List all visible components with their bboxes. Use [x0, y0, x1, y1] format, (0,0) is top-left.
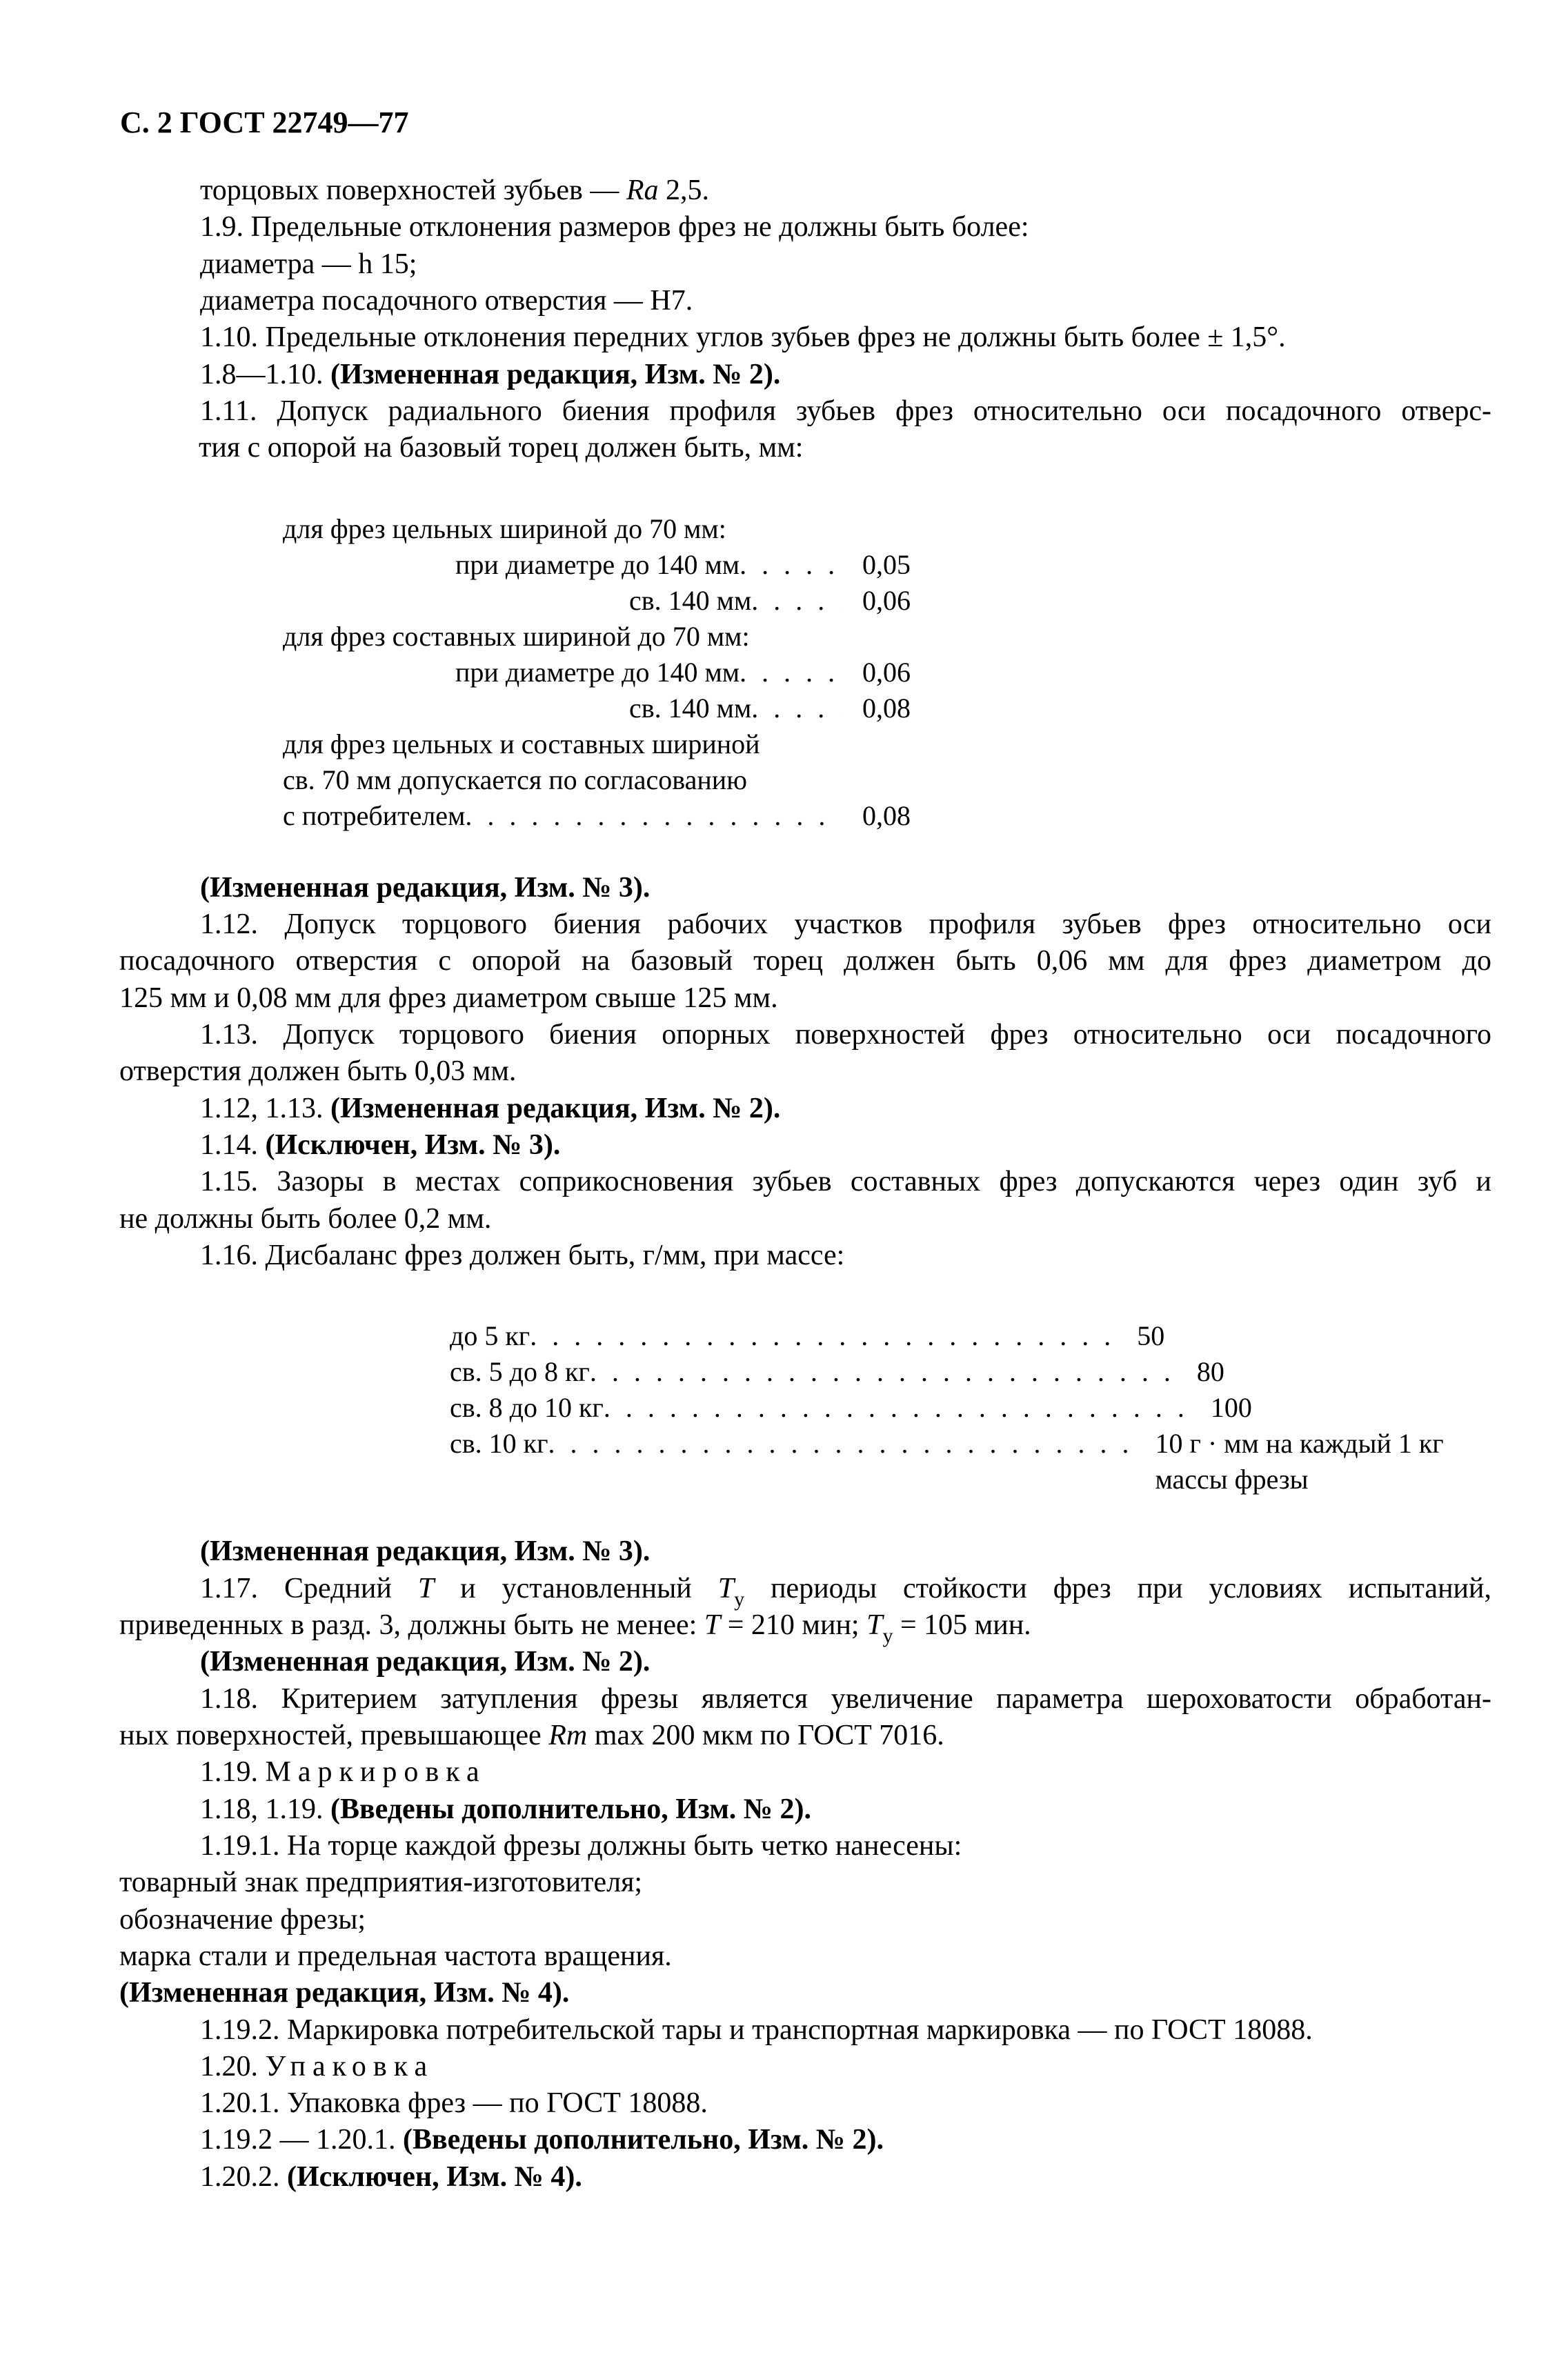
leader-dots [590, 1354, 1176, 1390]
paragraph-1-11-line2: тия с опорой на базовый торец должен быть, мм: [199, 432, 804, 464]
leader-dots [530, 1318, 1116, 1354]
table-row [283, 547, 1249, 583]
table-row [283, 619, 1249, 655]
table-row [450, 1426, 1568, 1462]
leader-dots [751, 690, 842, 726]
text: приведенных в разд. 3, должны быть не менее: [119, 1609, 704, 1641]
section-heading-marking [200, 1754, 1491, 1791]
document-body [119, 172, 1491, 2196]
text-italic: Rm [548, 1719, 588, 1751]
amendment-note-1-18-1-19 [200, 1791, 1491, 1828]
table-row [283, 762, 1249, 798]
paragraph-1-15-line1: 1.15. Зазоры в местах соприкосновения зубьев составных фрез допускаются через один зуб и [200, 1166, 1491, 1198]
leader-dots [548, 1426, 1134, 1462]
section-heading-packing [200, 2049, 1491, 2085]
leader-dots [751, 583, 842, 619]
subscript: у [882, 1624, 893, 1647]
text: 1.20.2. [200, 2160, 287, 2193]
amendment-text: (Измененная редакция, Изм. № 2). [330, 358, 781, 390]
table-row [283, 511, 1249, 547]
row-label: с потребителем [283, 799, 466, 831]
table-row [283, 583, 1249, 619]
paragraph-1-17-line1 [200, 1571, 1491, 1611]
leader-dots [604, 1390, 1190, 1426]
row-label: св. 10 кг [450, 1428, 548, 1460]
paragraph-1-9: 1.9. Предельные отклонения размеров фрез не должны быть более: [200, 211, 1029, 243]
amendment-text: (Введены дополнительно, Изм. № 2). [330, 1793, 811, 1825]
text: и установленный [434, 1572, 718, 1604]
paragraph-1-19-2: 1.19.2. Маркировка потребительской тары и транспортная маркировка — по ГОСТ 18088. [200, 2013, 1313, 2046]
paragraph-1-9-a: диаметра — h 15; [200, 248, 417, 280]
row-label: при диаметре до 140 мм [455, 656, 740, 688]
paragraph-1-20-2 [200, 2159, 1491, 2196]
paragraph-1-8-cont [200, 172, 1491, 209]
text: = 105 мин. [893, 1609, 1031, 1641]
spacer [200, 834, 1491, 870]
amendment-text: (Исключен, Изм. № 4). [287, 2160, 582, 2193]
row-value: 100 [1210, 1392, 1252, 1424]
row-value: 0,06 [862, 656, 911, 688]
text: 1.20. [200, 2050, 266, 2082]
text: max 200 мкм по ГОСТ 7016. [587, 1719, 944, 1751]
spacer [200, 1498, 1491, 1533]
amendment-text: (Введены дополнительно, Изм. № 2). [403, 2124, 884, 2156]
paragraph-1-18-line2 [119, 1718, 1491, 1754]
paragraph-1-11-line1: 1.11. Допуск радиального биения профиля зубьев фрез относительно оси посадочного отверс- [200, 395, 1491, 427]
group-title: для фрез цельных шириной до 70 мм: [283, 513, 726, 544]
table-row [283, 690, 1249, 726]
text: 1.17. Средний [200, 1572, 418, 1604]
paragraph-1-19-1-c: марка стали и предельная частота вращения. [119, 1940, 672, 1972]
row-value: 0,08 [862, 692, 911, 724]
paragraph-1-10: 1.10. Предельные отклонения передних углов зубьев фрез не должны быть более ± 1,5°. [200, 321, 1286, 354]
row-label: при диаметре до 140 мм [455, 548, 740, 580]
paragraph-1-15-line2: не должны быть более 0,2 мм. [119, 1202, 492, 1235]
text: 1.19. [200, 1756, 266, 1789]
row-value: 80 [1196, 1356, 1224, 1388]
text: ных поверхностей, превышающее [119, 1719, 549, 1751]
table-row [283, 798, 1249, 834]
row-value: 0,08 [862, 799, 911, 831]
spacer [200, 467, 1491, 511]
text: 1.18, 1.19. [200, 1793, 330, 1825]
group-title: для фрез составных шириной до 70 мм: [283, 620, 750, 652]
paragraph-1-12-line1: 1.12. Допуск торцового биения рабочих участков профиля зубьев фрез относительно оси [200, 908, 1491, 940]
leader-dots [465, 798, 842, 834]
row-label: св. 8 до 10 кг [450, 1392, 604, 1424]
table-row [450, 1462, 1568, 1498]
table-row [450, 1318, 1568, 1354]
spaced-heading: Маркировка [265, 1756, 486, 1789]
text: = 210 мин; [720, 1609, 867, 1641]
table-row [283, 655, 1249, 690]
text-italic: Ra [626, 175, 659, 206]
row-label: св. 140 мм [629, 584, 752, 616]
amendment-note: (Измененная редакция, Изм. № 2). [200, 1646, 651, 1678]
table-row [283, 726, 1249, 762]
paragraph-1-19-1-a: товарный знак предприятия-изготовителя; [119, 1867, 643, 1899]
spaced-heading: Упаковка [265, 2050, 435, 2082]
subscript: у [734, 1587, 745, 1611]
text: 2,5. [658, 175, 709, 206]
paragraph-1-13-line2: отверстия должен быть 0,03 мм. [119, 1055, 517, 1088]
group-title: св. 70 мм допускается по согласованию [283, 764, 748, 795]
paragraph-1-14 [200, 1127, 1491, 1164]
row-label: св. 140 мм [629, 692, 752, 724]
paragraph-1-19-1-b: обозначение фрезы; [119, 1903, 366, 1936]
table-row [450, 1390, 1568, 1426]
imbalance-table [450, 1318, 1568, 1498]
leader-dots [740, 547, 842, 583]
paragraph-1-12-line3: 125 мм и 0,08 мм для фрез диаметром свыше 125 мм. [119, 982, 778, 1014]
paragraph-1-17-line2 [119, 1607, 1491, 1647]
page-header: С. 2 ГОСТ 22749—77 [120, 106, 409, 139]
amendment-note-1-8-1-10 [200, 357, 1491, 393]
amendment-note-1-12-1-13 [200, 1091, 1491, 1127]
row-value: 50 [1137, 1320, 1165, 1352]
paragraph-1-13-line1: 1.13. Допуск торцового биения опорных поверхностей фрез относительно оси посадочного [200, 1018, 1491, 1051]
text-italic: T [704, 1609, 721, 1641]
row-value: массы фрезы [1155, 1464, 1309, 1495]
paragraph-1-12-line2: посадочного отверстия с опорой на базовый торец должен быть 0,06 мм для фрез диаметром до [119, 945, 1491, 977]
text: периоды стойкости фрез при условиях испытаний, [744, 1572, 1491, 1604]
text: 1.14. [200, 1128, 266, 1161]
row-label: до 5 кг [450, 1320, 530, 1352]
row-value: 10 г · мм на каждый 1 кг [1155, 1428, 1444, 1460]
text: 1.8—1.10. [200, 358, 330, 390]
group-title: для фрез цельных и составных шириной [283, 728, 760, 759]
row-value: 0,05 [862, 548, 911, 580]
paragraph-1-16: 1.16. Дисбаланс фрез должен быть, г/мм, при массе: [200, 1239, 845, 1271]
paragraph-1-19-1: 1.19.1. На торце каждой фрезы должны быть четко нанесены: [200, 1829, 962, 1862]
text-italic: T [417, 1572, 435, 1604]
runout-table [283, 511, 1249, 834]
amendment-note-1-19-2-1-20-1 [200, 2122, 1491, 2158]
text: торцовых поверхностей зубьев — [200, 175, 626, 206]
amendment-text: (Измененная редакция, Изм. № 2). [330, 1092, 781, 1124]
text-italic: T [866, 1609, 883, 1641]
row-value: 0,06 [862, 584, 911, 616]
amendment-note: (Измененная редакция, Изм. № 3). [200, 871, 651, 904]
table-row [450, 1354, 1568, 1390]
paragraph-1-20-1: 1.20.1. Упаковка фрез — по ГОСТ 18088. [200, 2087, 708, 2120]
leader-dots [740, 655, 842, 690]
text-italic: T [717, 1572, 735, 1604]
amendment-note: (Измененная редакция, Изм. № 3). [200, 1535, 651, 1568]
spacer [200, 1274, 1491, 1318]
amendment-note: (Измененная редакция, Изм. № 4). [119, 1977, 570, 2009]
amendment-text: (Исключен, Изм. № 3). [265, 1128, 561, 1161]
paragraph-1-18-line1: 1.18. Критерием затупления фрезы является увеличение параметра шероховатости обработан- [200, 1682, 1491, 1715]
row-label: св. 5 до 8 кг [450, 1356, 590, 1388]
text: 1.19.2 — 1.20.1. [200, 2124, 403, 2156]
text: 1.12, 1.13. [200, 1092, 330, 1124]
paragraph-1-9-b: диаметра посадочного отверстия — H7. [200, 284, 693, 317]
